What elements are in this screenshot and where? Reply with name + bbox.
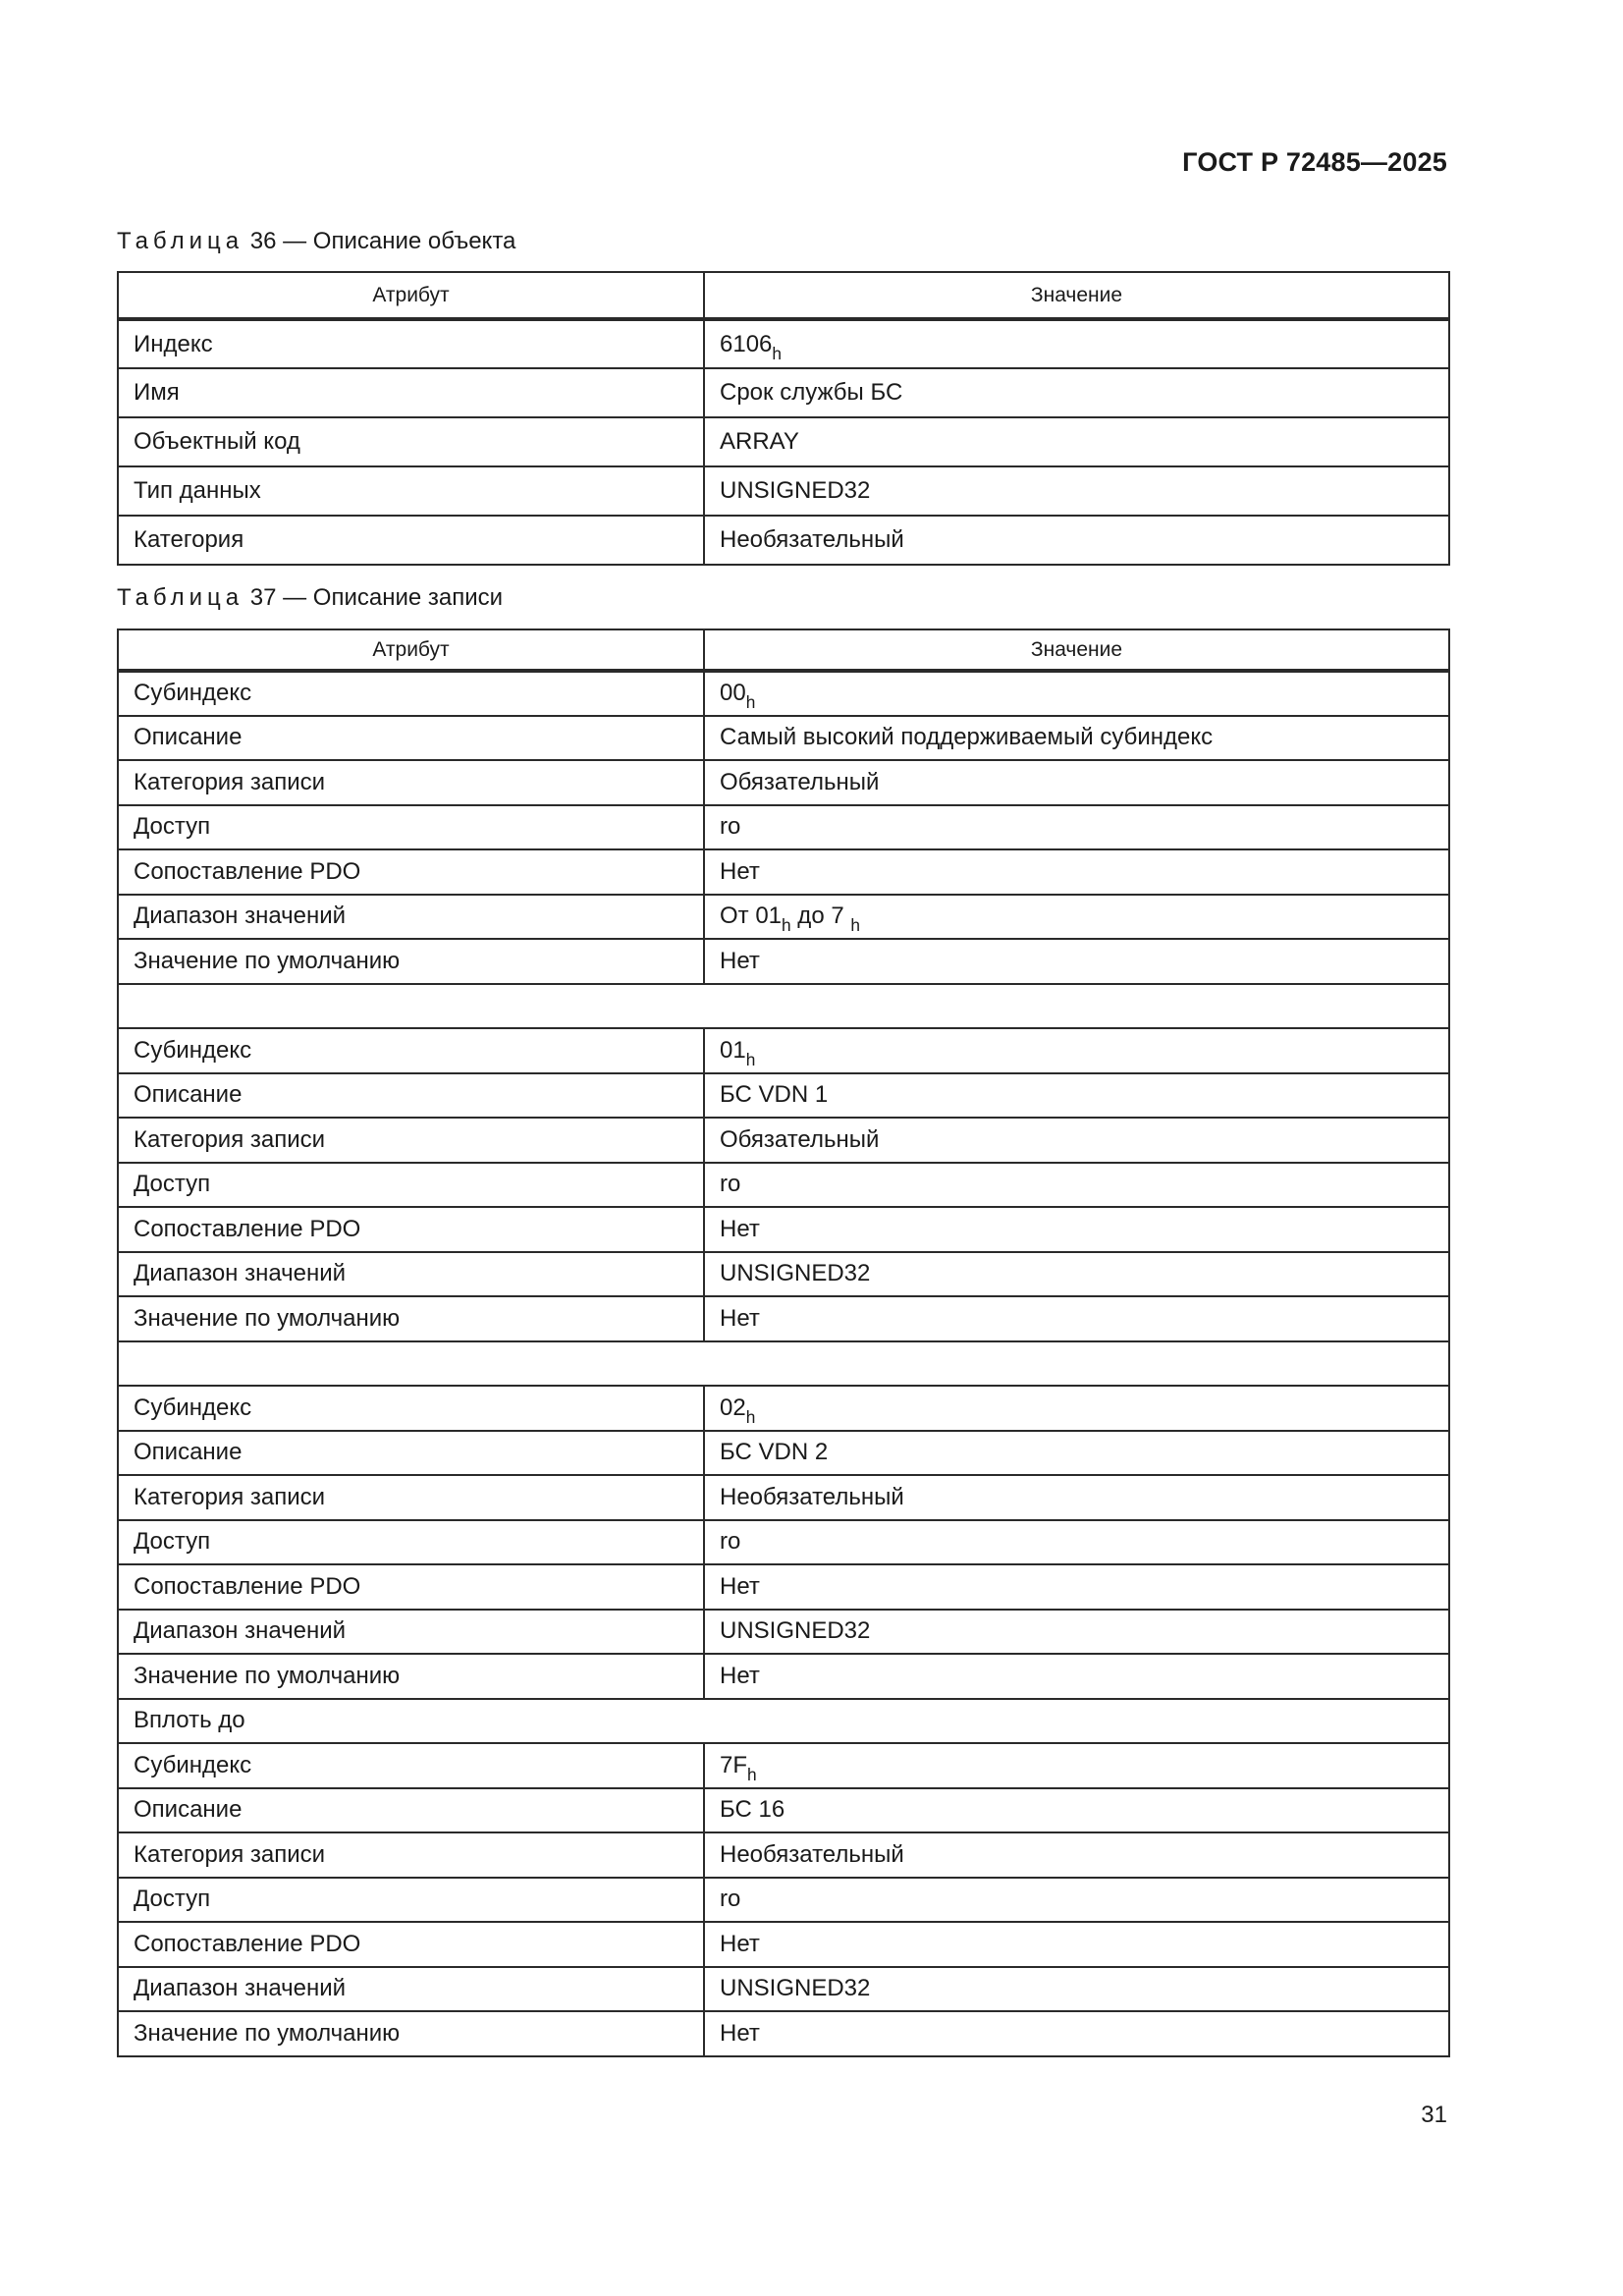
- attribute-cell: Доступ: [118, 1520, 704, 1565]
- attribute-cell: Описание: [118, 1431, 704, 1476]
- value-cell: Нет: [704, 1654, 1449, 1699]
- table-row: [118, 319, 1449, 368]
- value-cell: [704, 895, 1449, 940]
- table-row: [118, 1028, 1449, 1073]
- value-cell: Нет: [704, 1922, 1449, 1967]
- table-row: [118, 1610, 1449, 1655]
- value-cell: UNSIGNED32: [704, 1967, 1449, 2012]
- table-row: [118, 1163, 1449, 1208]
- attribute-cell: Сопоставление PDO: [118, 1564, 704, 1610]
- attribute-cell: Значение по умолчанию: [118, 1654, 704, 1699]
- upto-cell: Вплоть до: [118, 1699, 1449, 1744]
- attribute-cell: Имя: [118, 368, 704, 417]
- value-cell: БС VDN 1: [704, 1073, 1449, 1119]
- table-row: [118, 849, 1449, 895]
- table-row: [118, 1296, 1449, 1341]
- range-to-text: до 7: [790, 902, 851, 930]
- table-row: [118, 1788, 1449, 1833]
- table-row: [118, 368, 1449, 417]
- attribute-cell: Доступ: [118, 1163, 704, 1208]
- table-row: [118, 760, 1449, 805]
- attribute-cell: Значение по умолчанию: [118, 1296, 704, 1341]
- value-cell: Обязательный: [704, 1118, 1449, 1163]
- empty-cell: [118, 1341, 1449, 1387]
- table-37-header-row: [118, 629, 1449, 671]
- table-row: [118, 1118, 1449, 1163]
- value-cell: ARRAY: [704, 417, 1449, 466]
- table-row: [118, 1386, 1449, 1431]
- value-cell: Нет: [704, 1207, 1449, 1252]
- table-36-header-value: Значение: [704, 272, 1449, 319]
- table-row: [118, 2011, 1449, 2056]
- table-row: [118, 1878, 1449, 1923]
- table-row: [118, 1922, 1449, 1967]
- attribute-cell: Субиндекс: [118, 1743, 704, 1788]
- table-row: [118, 1475, 1449, 1520]
- table-row: [118, 1832, 1449, 1878]
- table-row: [118, 1520, 1449, 1565]
- attribute-cell: Категория записи: [118, 1118, 704, 1163]
- page-number: 31: [1421, 2102, 1447, 2128]
- table-row: [118, 1967, 1449, 2012]
- attribute-cell: Диапазон значений: [118, 895, 704, 940]
- value-cell: UNSIGNED32: [704, 466, 1449, 516]
- table-37-caption-text: 37 — Описание записи: [243, 584, 504, 611]
- spacer-row: [118, 984, 1449, 1029]
- hex-subscript: h: [745, 1406, 756, 1427]
- value-cell: Нет: [704, 2011, 1449, 2056]
- attribute-cell: Сопоставление PDO: [118, 1207, 704, 1252]
- attribute-cell: Описание: [118, 1788, 704, 1833]
- hex-subscript: h: [850, 915, 860, 936]
- value-cell: UNSIGNED32: [704, 1610, 1449, 1655]
- value-cell: Нет: [704, 1564, 1449, 1610]
- attribute-cell: Диапазон значений: [118, 1967, 704, 2012]
- table-row: [118, 1743, 1449, 1788]
- table-36-caption: [117, 228, 515, 255]
- table-row: [118, 895, 1449, 940]
- value-cell: Нет: [704, 849, 1449, 895]
- spacer-row: [118, 1341, 1449, 1387]
- hex-subscript: h: [745, 692, 756, 713]
- attribute-cell: Диапазон значений: [118, 1252, 704, 1297]
- value-cell: [704, 1028, 1449, 1073]
- attribute-cell: Описание: [118, 1073, 704, 1119]
- table-row: [118, 1207, 1449, 1252]
- value-cell: Самый высокий поддерживаемый субиндекс: [704, 716, 1449, 761]
- value-cell: Необязательный: [704, 1475, 1449, 1520]
- value-cell: Необязательный: [704, 516, 1449, 565]
- value-cell: ro: [704, 1163, 1449, 1208]
- attribute-cell: Индекс: [118, 319, 704, 368]
- attribute-cell: Категория записи: [118, 1832, 704, 1878]
- attribute-cell: Объектный код: [118, 417, 704, 466]
- table-36-caption-text: 36 — Описание объекта: [243, 228, 516, 254]
- attribute-cell: Сопоставление PDO: [118, 1922, 704, 1967]
- document-code: ГОСТ Р 72485—2025: [1182, 147, 1447, 177]
- attribute-cell: Категория: [118, 516, 704, 565]
- attribute-cell: Субиндекс: [118, 1386, 704, 1431]
- attribute-cell: Значение по умолчанию: [118, 939, 704, 984]
- attribute-cell: Категория записи: [118, 1475, 704, 1520]
- table-37-caption-word: Таблица: [117, 584, 244, 611]
- value-cell: БС VDN 2: [704, 1431, 1449, 1476]
- table-37-header-value: Значение: [704, 629, 1449, 671]
- value-cell: Срок службы БС: [704, 368, 1449, 417]
- attribute-cell: Диапазон значений: [118, 1610, 704, 1655]
- attribute-cell: Субиндекс: [118, 671, 704, 716]
- table-row: [118, 671, 1449, 716]
- value-text: 6106: [720, 330, 773, 357]
- table-36-header-attribute: Атрибут: [118, 272, 704, 319]
- table-row: [118, 466, 1449, 516]
- value-cell: Нет: [704, 939, 1449, 984]
- value-text: 7F: [720, 1751, 748, 1778]
- attribute-cell: Сопоставление PDO: [118, 849, 704, 895]
- table-row: [118, 417, 1449, 466]
- value-cell: ro: [704, 1878, 1449, 1923]
- table-36-caption-word: Таблица: [117, 228, 244, 254]
- value-cell: [704, 671, 1449, 716]
- value-text: 02: [720, 1394, 746, 1421]
- value-cell: [704, 1386, 1449, 1431]
- table-row: [118, 1431, 1449, 1476]
- value-text: 01: [720, 1036, 746, 1064]
- attribute-cell: Доступ: [118, 1878, 704, 1923]
- range-from-text: От 01: [720, 902, 783, 930]
- value-cell: Необязательный: [704, 1832, 1449, 1878]
- hex-subscript: h: [782, 915, 791, 936]
- empty-cell: [118, 984, 1449, 1029]
- hex-subscript: h: [772, 343, 782, 363]
- hex-subscript: h: [747, 1764, 757, 1784]
- table-row: [118, 939, 1449, 984]
- upto-row: [118, 1699, 1449, 1744]
- value-cell: [704, 1743, 1449, 1788]
- table-row: [118, 1564, 1449, 1610]
- table-row: [118, 516, 1449, 565]
- value-cell: ro: [704, 805, 1449, 850]
- attribute-cell: Тип данных: [118, 466, 704, 516]
- attribute-cell: Доступ: [118, 805, 704, 850]
- value-cell: Нет: [704, 1296, 1449, 1341]
- table-row: [118, 805, 1449, 850]
- value-cell: Обязательный: [704, 760, 1449, 805]
- table-36: [117, 271, 1450, 566]
- attribute-cell: Категория записи: [118, 760, 704, 805]
- value-cell: БС 16: [704, 1788, 1449, 1833]
- attribute-cell: Значение по умолчанию: [118, 2011, 704, 2056]
- table-37: [117, 629, 1450, 2057]
- hex-subscript: h: [745, 1049, 756, 1069]
- value-cell: [704, 319, 1449, 368]
- attribute-cell: Субиндекс: [118, 1028, 704, 1073]
- value-text: 00: [720, 680, 746, 707]
- value-cell: UNSIGNED32: [704, 1252, 1449, 1297]
- table-row: [118, 1654, 1449, 1699]
- table-37-caption: [117, 584, 503, 612]
- table-row: [118, 1252, 1449, 1297]
- table-row: [118, 1073, 1449, 1119]
- table-36-header-row: [118, 272, 1449, 319]
- table-37-header-attribute: Атрибут: [118, 629, 704, 671]
- table-row: [118, 716, 1449, 761]
- attribute-cell: Описание: [118, 716, 704, 761]
- value-cell: ro: [704, 1520, 1449, 1565]
